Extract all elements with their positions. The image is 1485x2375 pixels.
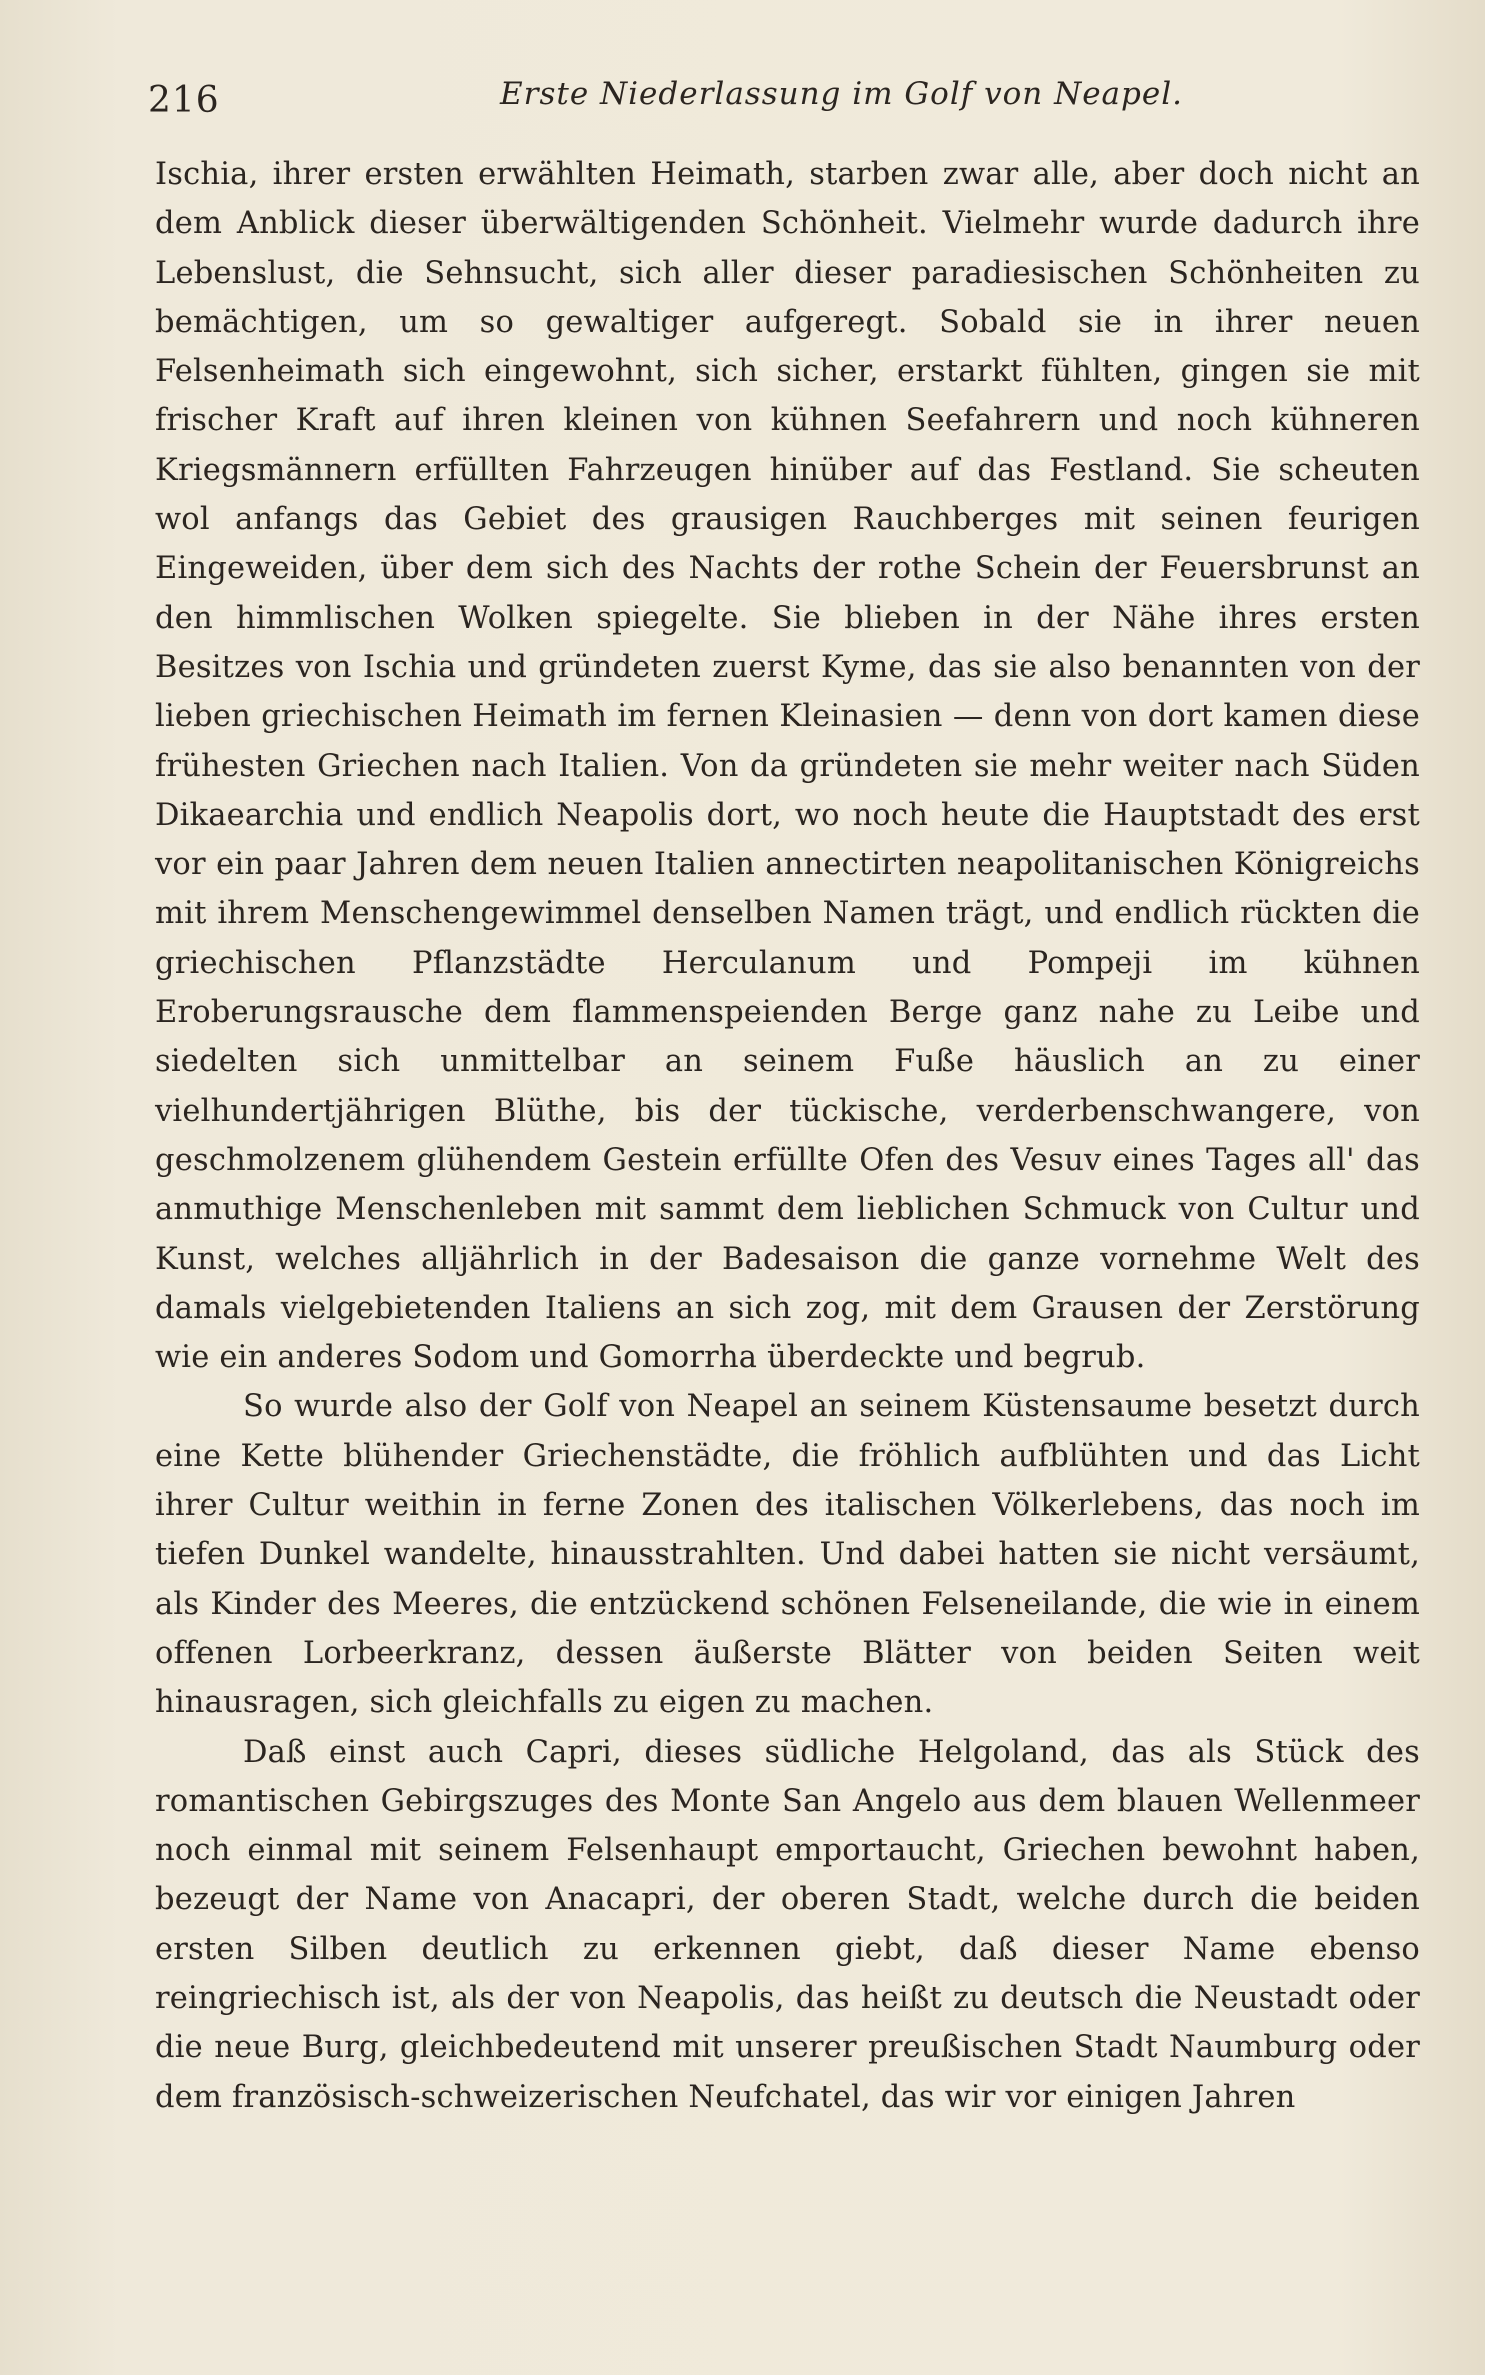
- running-head: Erste Niederlassung im Golf von Neapel.: [500, 76, 1183, 112]
- paragraph: So wurde also der Golf von Neapel an seinem Küstensaume besetzt durch eine Kette blühender Griechenstädte, die fröhlich aufblühten und das Licht ihrer Cultur weithin in ferne Zonen des italischen Völkerlebens, das noch im tiefen Dunkel wandelte, hinausstrahlten. Und dabei hatten sie nicht versäumt, als Kinder des Meeres, die entzückend schönen Felseneilande, die wie in einem offenen Lorbeerkranz, dessen äußerste Blätter von beiden Seiten weit hinausragen, sich gleichfalls zu eigen zu machen.: [155, 1389, 1420, 1721]
- paragraph: Ischia, ihrer ersten erwählten Heimath, starben zwar alle, aber doch nicht an dem Anblick dieser überwältigenden Schönheit. Vielmehr wurde dadurch ihre Lebenslust, die Sehnsucht, sich aller dieser paradiesischen Schönheiten zu bemächtigen, um so gewaltiger aufgeregt. Sobald sie in ihrer neuen Felsenheimath sich eingewohnt, sich sicher, erstarkt fühlten, gingen sie mit frischer Kraft auf ihren kleinen von kühnen Seefahrern und noch kühneren Kriegsmännern erfüllten Fahrzeugen hinüber auf das Festland. Sie scheuten wol anfangs das Gebiet des grausigen Rauchberges mit seinen feurigen Eingeweiden, über dem sich des Nachts der rothe Schein der Feuersbrunst an den himmlischen Wolken spiegelte. Sie blieben in der Nähe ihres ersten Besitzes von Ischia und gründeten zuerst Kyme, das sie also benannten von der lieben griechischen Heimath im fernen Kleinasien — denn von dort kamen diese frühesten Griechen nach Italien. Von da gründeten sie mehr weiter nach Süden Dikaearchia und endlich Neapolis dort, wo noch heute die Hauptstadt des erst vor ein paar Jahren dem neuen Italien annectirten neapolitanischen Königreichs mit ihrem Menschengewimmel denselben Namen trägt, und endlich rückten die griechischen Pflanzstädte Herculanum und Pompeji im kühnen Eroberungsrausche dem flammenspeienden Berge ganz nahe zu Leibe und siedelten sich unmittelbar an seinem Fuße häuslich an zu einer vielhundertjährigen Blüthe, bis der tückische, verderbenschwangere, von geschmolzenem glühendem Gestein erfüllte Ofen des Vesuv eines Tages all' das anmuthige Menschenleben mit sammt dem lieblichen Schmuck von Cultur und Kunst, welches alljährlich in der Badesaison die ganze vornehme Welt des damals vielgebietenden Italiens an sich zog, mit dem Grausen der Zerstörung wie ein anderes Sodom und Gomorrha überdeckte und begrub.: [155, 157, 1420, 1376]
- body-text: [155, 150, 1420, 2122]
- page-number: 216: [148, 80, 220, 121]
- paragraph: Daß einst auch Capri, dieses südliche Helgoland, das als Stück des romantischen Gebirgszuges des Monte San Angelo aus dem blauen Wellenmeer noch einmal mit seinem Felsenhaupt emportaucht, Griechen bewohnt haben, bezeugt der Name von Anacapri, der oberen Stadt, welche durch die beiden ersten Silben deutlich zu erkennen giebt, daß dieser Name ebenso reingriechisch ist, als der von Neapolis, das heißt zu deutsch die Neustadt oder die neue Burg, gleichbedeutend mit unserer preußischen Stadt Naumburg oder dem französisch-schweizerischen Neufchatel, das wir vor einigen Jahren: [155, 1734, 1420, 2115]
- page-header: [148, 72, 1328, 132]
